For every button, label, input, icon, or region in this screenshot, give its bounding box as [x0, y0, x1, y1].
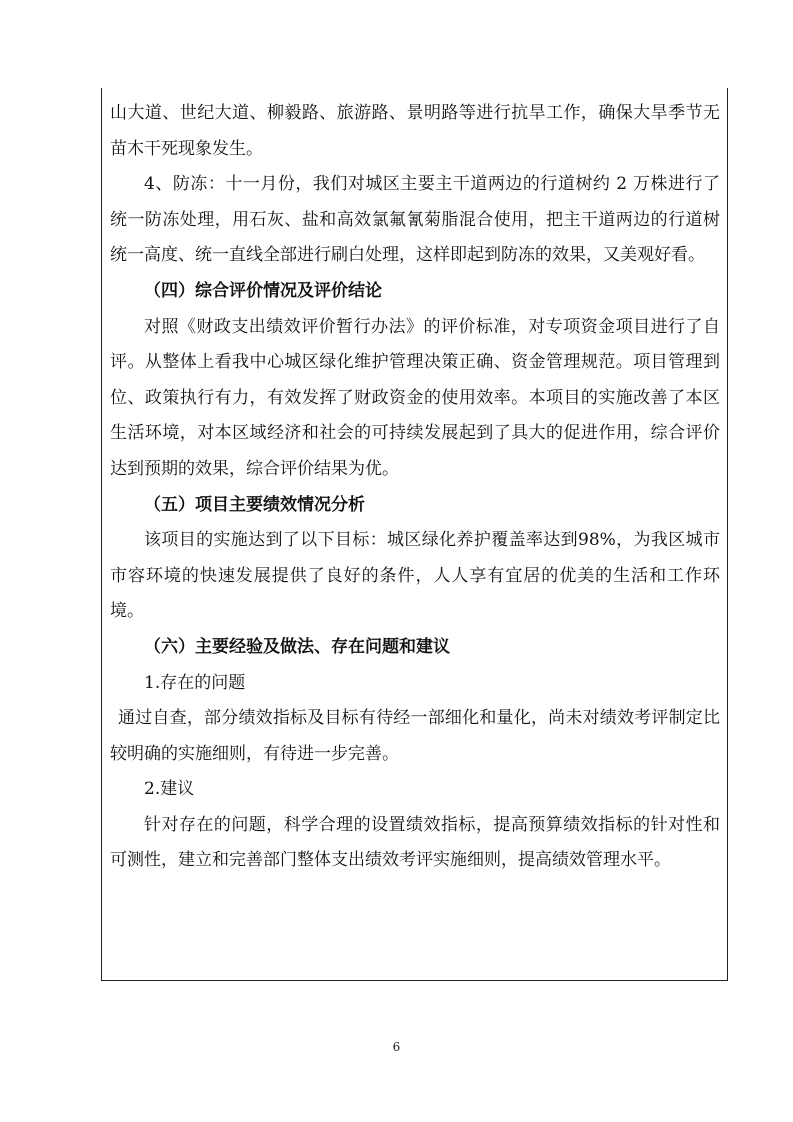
- paragraph-problems: 通过自查，部分绩效指标及目标有待经一部细化和量化，尚未对绩效考评制定比较明确的实施细则，有待进一步完善。: [110, 708, 720, 764]
- heading-experience: （六）主要经验及做法、存在问题和建议: [144, 636, 450, 657]
- paragraph-drought-work: 山大道、世纪大道、柳毅路、旅游路、景明路等进行抗旱工作，确保大旱季节无苗木干死现象发生。: [110, 103, 720, 159]
- document-body: [110, 96, 720, 879]
- page-number: 6: [392, 1040, 401, 1054]
- heading-evaluation: （四）综合评价情况及评价结论: [144, 280, 382, 301]
- label-suggestions: 2.建议: [144, 779, 195, 800]
- label-problems: 1.存在的问题: [144, 672, 246, 693]
- paragraph-suggestions: 针对存在的问题，科学合理的设置绩效指标，提高预算绩效指标的针对性和可测性，建立和完善部门整体支出绩效考评实施细则，提高绩效管理水平。: [110, 814, 720, 871]
- paragraph-frost-protection: 4、防冻：十一月份，我们对城区主要主干道两边的行道树约 2 万株进行了统一防冻处理，用石灰、盐和高效氯氟氰菊脂混合使用，把主干道两边的行道树统一高度、统一直线全部进行刷白处理，这样即起到防冻的效果，又美观好看。: [110, 174, 720, 266]
- paragraph-performance: 该项目的实施达到了以下目标：城区绿化养护覆盖率达到98%，为我区城市市容环境的快速发展提供了良好的条件，人人享有宜居的优美的生活和工作环境。: [110, 530, 720, 622]
- heading-performance: （五）项目主要绩效情况分析: [144, 494, 365, 515]
- paragraph-evaluation: 对照《财政支出绩效评价暂行办法》的评价标准，对专项资金项目进行了自评。从整体上看我中心城区绿化维护管理决策正确、资金管理规范。项目管理到位、政策执行有力，有效发挥了财政资金的使用效率。本项目的实施改善了本区生活环境，对本区域经济和社会的可持续发展起到了具大的促进作用，综合评价达到预期的效果，综合评价结果为优。: [110, 316, 720, 479]
